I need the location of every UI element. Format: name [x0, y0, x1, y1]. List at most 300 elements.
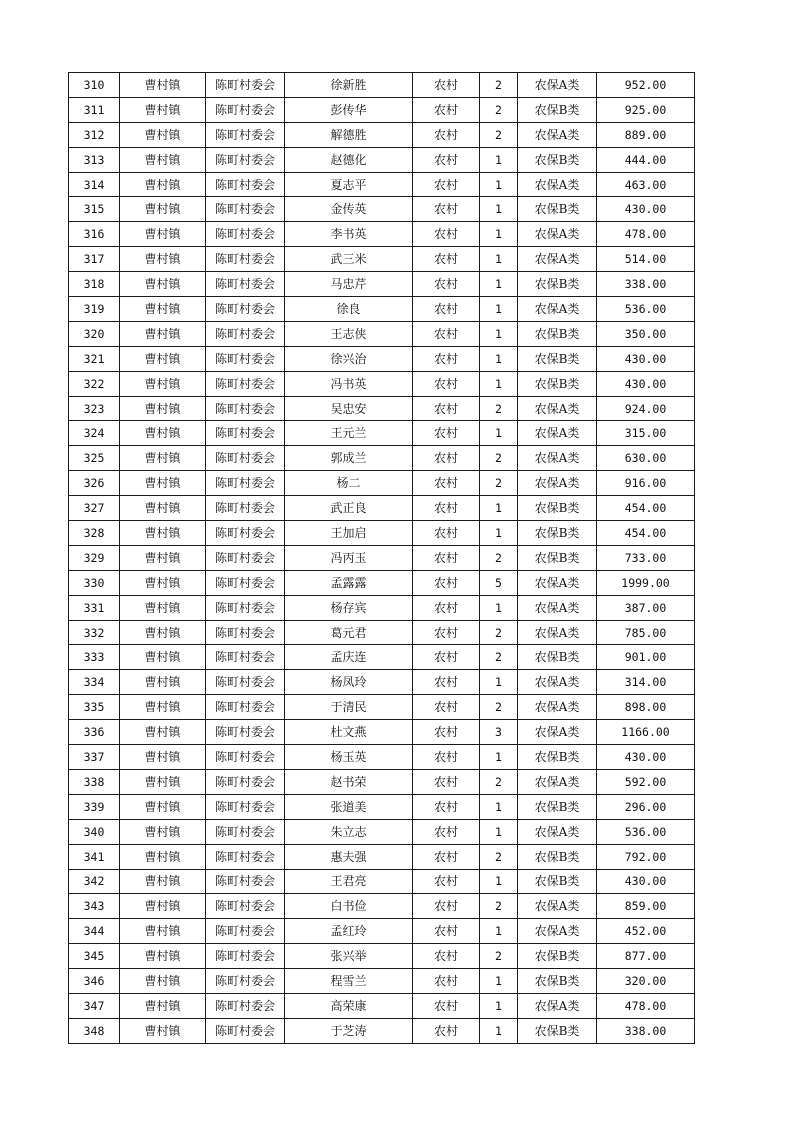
- table-row: [69, 172, 695, 197]
- village-committee-cell: 陈町村委会: [206, 919, 285, 944]
- area-type-cell: 农村: [413, 197, 480, 222]
- town-cell: 曹村镇: [120, 197, 206, 222]
- row-number-cell: 345: [69, 944, 120, 969]
- name-cell: 徐新胜: [285, 73, 413, 98]
- town-cell: 曹村镇: [120, 346, 206, 371]
- area-type-cell: 农村: [413, 421, 480, 446]
- amount-cell: 338.00: [597, 1018, 695, 1043]
- name-cell: 王加启: [285, 521, 413, 546]
- household-size-cell: 1: [480, 521, 518, 546]
- village-committee-cell: 陈町村委会: [206, 222, 285, 247]
- amount-cell: 338.00: [597, 272, 695, 297]
- insurance-category-cell: 农保B类: [518, 969, 597, 994]
- household-size-cell: 3: [480, 720, 518, 745]
- row-number-cell: 340: [69, 819, 120, 844]
- name-cell: 张兴举: [285, 944, 413, 969]
- row-number-cell: 332: [69, 620, 120, 645]
- name-cell: 武三米: [285, 247, 413, 272]
- amount-cell: 889.00: [597, 122, 695, 147]
- amount-cell: 315.00: [597, 421, 695, 446]
- village-committee-cell: 陈町村委会: [206, 147, 285, 172]
- amount-cell: 444.00: [597, 147, 695, 172]
- name-cell: 武正良: [285, 496, 413, 521]
- town-cell: 曹村镇: [120, 371, 206, 396]
- insurance-category-cell: 农保A类: [518, 769, 597, 794]
- insurance-category-cell: 农保A类: [518, 73, 597, 98]
- name-cell: 夏志平: [285, 172, 413, 197]
- town-cell: 曹村镇: [120, 819, 206, 844]
- row-number-cell: 315: [69, 197, 120, 222]
- row-number-cell: 342: [69, 869, 120, 894]
- area-type-cell: 农村: [413, 446, 480, 471]
- table-row: [69, 769, 695, 794]
- area-type-cell: 农村: [413, 346, 480, 371]
- amount-cell: 454.00: [597, 496, 695, 521]
- village-committee-cell: 陈町村委会: [206, 297, 285, 322]
- amount-cell: 430.00: [597, 745, 695, 770]
- town-cell: 曹村镇: [120, 222, 206, 247]
- area-type-cell: 农村: [413, 396, 480, 421]
- name-cell: 冯书英: [285, 371, 413, 396]
- row-number-cell: 310: [69, 73, 120, 98]
- area-type-cell: 农村: [413, 1018, 480, 1043]
- household-size-cell: 2: [480, 545, 518, 570]
- row-number-cell: 321: [69, 346, 120, 371]
- name-cell: 朱立志: [285, 819, 413, 844]
- name-cell: 惠夫强: [285, 844, 413, 869]
- name-cell: 杨存宾: [285, 595, 413, 620]
- village-committee-cell: 陈町村委会: [206, 1018, 285, 1043]
- name-cell: 吴忠安: [285, 396, 413, 421]
- amount-cell: 925.00: [597, 97, 695, 122]
- table-row: [69, 297, 695, 322]
- insurance-category-cell: 农保B类: [518, 521, 597, 546]
- table-row: [69, 421, 695, 446]
- table-row: [69, 645, 695, 670]
- name-cell: 解德胜: [285, 122, 413, 147]
- row-number-cell: 325: [69, 446, 120, 471]
- amount-cell: 877.00: [597, 944, 695, 969]
- area-type-cell: 农村: [413, 969, 480, 994]
- insurance-category-cell: 农保A类: [518, 297, 597, 322]
- village-committee-cell: 陈町村委会: [206, 197, 285, 222]
- village-committee-cell: 陈町村委会: [206, 695, 285, 720]
- village-committee-cell: 陈町村委会: [206, 745, 285, 770]
- town-cell: 曹村镇: [120, 297, 206, 322]
- table-row: [69, 670, 695, 695]
- name-cell: 杨玉英: [285, 745, 413, 770]
- name-cell: 彭传华: [285, 97, 413, 122]
- name-cell: 金传英: [285, 197, 413, 222]
- area-type-cell: 农村: [413, 545, 480, 570]
- insurance-category-cell: 农保A类: [518, 471, 597, 496]
- town-cell: 曹村镇: [120, 645, 206, 670]
- amount-cell: 454.00: [597, 521, 695, 546]
- row-number-cell: 328: [69, 521, 120, 546]
- insurance-category-cell: 农保B类: [518, 197, 597, 222]
- area-type-cell: 农村: [413, 496, 480, 521]
- table-row: [69, 346, 695, 371]
- village-committee-cell: 陈町村委会: [206, 172, 285, 197]
- town-cell: 曹村镇: [120, 1018, 206, 1043]
- table-row: [69, 197, 695, 222]
- row-number-cell: 314: [69, 172, 120, 197]
- town-cell: 曹村镇: [120, 894, 206, 919]
- village-committee-cell: 陈町村委会: [206, 321, 285, 346]
- village-committee-cell: 陈町村委会: [206, 620, 285, 645]
- table-row: [69, 695, 695, 720]
- table-row: [69, 247, 695, 272]
- name-cell: 赵德化: [285, 147, 413, 172]
- name-cell: 赵书荣: [285, 769, 413, 794]
- village-committee-cell: 陈町村委会: [206, 720, 285, 745]
- area-type-cell: 农村: [413, 919, 480, 944]
- area-type-cell: 农村: [413, 944, 480, 969]
- household-size-cell: 2: [480, 97, 518, 122]
- table-row: [69, 944, 695, 969]
- table-row: [69, 396, 695, 421]
- household-size-cell: 2: [480, 471, 518, 496]
- row-number-cell: 337: [69, 745, 120, 770]
- village-committee-cell: 陈町村委会: [206, 346, 285, 371]
- row-number-cell: 320: [69, 321, 120, 346]
- row-number-cell: 336: [69, 720, 120, 745]
- household-size-cell: 1: [480, 222, 518, 247]
- town-cell: 曹村镇: [120, 471, 206, 496]
- household-size-cell: 2: [480, 645, 518, 670]
- amount-cell: 785.00: [597, 620, 695, 645]
- row-number-cell: 346: [69, 969, 120, 994]
- town-cell: 曹村镇: [120, 720, 206, 745]
- amount-cell: 916.00: [597, 471, 695, 496]
- village-committee-cell: 陈町村委会: [206, 97, 285, 122]
- row-number-cell: 319: [69, 297, 120, 322]
- village-committee-cell: 陈町村委会: [206, 570, 285, 595]
- name-cell: 徐兴治: [285, 346, 413, 371]
- village-committee-cell: 陈町村委会: [206, 496, 285, 521]
- insurance-category-cell: 农保B类: [518, 496, 597, 521]
- row-number-cell: 317: [69, 247, 120, 272]
- household-size-cell: 1: [480, 371, 518, 396]
- amount-cell: 536.00: [597, 819, 695, 844]
- area-type-cell: 农村: [413, 147, 480, 172]
- household-size-cell: 1: [480, 297, 518, 322]
- area-type-cell: 农村: [413, 521, 480, 546]
- household-size-cell: 1: [480, 819, 518, 844]
- town-cell: 曹村镇: [120, 147, 206, 172]
- household-size-cell: 1: [480, 421, 518, 446]
- row-number-cell: 316: [69, 222, 120, 247]
- name-cell: 郭成兰: [285, 446, 413, 471]
- town-cell: 曹村镇: [120, 993, 206, 1018]
- row-number-cell: 347: [69, 993, 120, 1018]
- town-cell: 曹村镇: [120, 421, 206, 446]
- table-row: [69, 969, 695, 994]
- area-type-cell: 农村: [413, 869, 480, 894]
- household-size-cell: 1: [480, 321, 518, 346]
- village-committee-cell: 陈町村委会: [206, 869, 285, 894]
- village-committee-cell: 陈町村委会: [206, 396, 285, 421]
- amount-cell: 859.00: [597, 894, 695, 919]
- area-type-cell: 农村: [413, 73, 480, 98]
- area-type-cell: 农村: [413, 745, 480, 770]
- area-type-cell: 农村: [413, 172, 480, 197]
- roster-body: [69, 73, 695, 1044]
- table-row: [69, 570, 695, 595]
- area-type-cell: 农村: [413, 819, 480, 844]
- row-number-cell: 335: [69, 695, 120, 720]
- village-committee-cell: 陈町村委会: [206, 645, 285, 670]
- table-row: [69, 819, 695, 844]
- amount-cell: 792.00: [597, 844, 695, 869]
- row-number-cell: 311: [69, 97, 120, 122]
- insurance-category-cell: 农保B类: [518, 545, 597, 570]
- area-type-cell: 农村: [413, 97, 480, 122]
- insurance-category-cell: 农保A类: [518, 421, 597, 446]
- table-row: [69, 794, 695, 819]
- amount-cell: 387.00: [597, 595, 695, 620]
- amount-cell: 430.00: [597, 346, 695, 371]
- table-row: [69, 147, 695, 172]
- amount-cell: 924.00: [597, 396, 695, 421]
- area-type-cell: 农村: [413, 894, 480, 919]
- table-row: [69, 720, 695, 745]
- area-type-cell: 农村: [413, 595, 480, 620]
- household-size-cell: 1: [480, 1018, 518, 1043]
- town-cell: 曹村镇: [120, 272, 206, 297]
- name-cell: 徐良: [285, 297, 413, 322]
- area-type-cell: 农村: [413, 769, 480, 794]
- town-cell: 曹村镇: [120, 869, 206, 894]
- insurance-category-cell: 农保B类: [518, 321, 597, 346]
- amount-cell: 452.00: [597, 919, 695, 944]
- table-row: [69, 321, 695, 346]
- table-row: [69, 1018, 695, 1043]
- household-size-cell: 1: [480, 919, 518, 944]
- row-number-cell: 341: [69, 844, 120, 869]
- row-number-cell: 343: [69, 894, 120, 919]
- insurance-category-cell: 农保B类: [518, 1018, 597, 1043]
- insurance-category-cell: 农保B类: [518, 371, 597, 396]
- row-number-cell: 313: [69, 147, 120, 172]
- insurance-category-cell: 农保B类: [518, 97, 597, 122]
- amount-cell: 430.00: [597, 371, 695, 396]
- town-cell: 曹村镇: [120, 521, 206, 546]
- town-cell: 曹村镇: [120, 446, 206, 471]
- village-committee-cell: 陈町村委会: [206, 993, 285, 1018]
- amount-cell: 296.00: [597, 794, 695, 819]
- village-committee-cell: 陈町村委会: [206, 944, 285, 969]
- household-size-cell: 2: [480, 769, 518, 794]
- town-cell: 曹村镇: [120, 944, 206, 969]
- area-type-cell: 农村: [413, 321, 480, 346]
- area-type-cell: 农村: [413, 720, 480, 745]
- insurance-category-cell: 农保A类: [518, 720, 597, 745]
- town-cell: 曹村镇: [120, 545, 206, 570]
- amount-cell: 898.00: [597, 695, 695, 720]
- table-row: [69, 869, 695, 894]
- household-size-cell: 1: [480, 346, 518, 371]
- insurance-category-cell: 农保A类: [518, 122, 597, 147]
- town-cell: 曹村镇: [120, 73, 206, 98]
- name-cell: 杜文燕: [285, 720, 413, 745]
- area-type-cell: 农村: [413, 371, 480, 396]
- town-cell: 曹村镇: [120, 595, 206, 620]
- town-cell: 曹村镇: [120, 620, 206, 645]
- household-size-cell: 1: [480, 969, 518, 994]
- amount-cell: 1166.00: [597, 720, 695, 745]
- area-type-cell: 农村: [413, 645, 480, 670]
- village-committee-cell: 陈町村委会: [206, 371, 285, 396]
- name-cell: 孟红玲: [285, 919, 413, 944]
- table-row: [69, 545, 695, 570]
- amount-cell: 901.00: [597, 645, 695, 670]
- town-cell: 曹村镇: [120, 745, 206, 770]
- row-number-cell: 334: [69, 670, 120, 695]
- household-size-cell: 2: [480, 894, 518, 919]
- insurance-category-cell: 农保A类: [518, 894, 597, 919]
- table-row: [69, 844, 695, 869]
- table-row: [69, 993, 695, 1018]
- village-committee-cell: 陈町村委会: [206, 446, 285, 471]
- name-cell: 杨二: [285, 471, 413, 496]
- village-committee-cell: 陈町村委会: [206, 894, 285, 919]
- insurance-category-cell: 农保A类: [518, 919, 597, 944]
- table-row: [69, 521, 695, 546]
- amount-cell: 592.00: [597, 769, 695, 794]
- insurance-category-cell: 农保A类: [518, 620, 597, 645]
- table-row: [69, 446, 695, 471]
- household-size-cell: 1: [480, 595, 518, 620]
- town-cell: 曹村镇: [120, 321, 206, 346]
- insurance-category-cell: 农保B类: [518, 645, 597, 670]
- amount-cell: 630.00: [597, 446, 695, 471]
- row-number-cell: 338: [69, 769, 120, 794]
- area-type-cell: 农村: [413, 222, 480, 247]
- town-cell: 曹村镇: [120, 794, 206, 819]
- area-type-cell: 农村: [413, 247, 480, 272]
- amount-cell: 314.00: [597, 670, 695, 695]
- table-row: [69, 595, 695, 620]
- table-row: [69, 272, 695, 297]
- row-number-cell: 348: [69, 1018, 120, 1043]
- name-cell: 王君亮: [285, 869, 413, 894]
- area-type-cell: 农村: [413, 993, 480, 1018]
- town-cell: 曹村镇: [120, 969, 206, 994]
- insurance-category-cell: 农保B类: [518, 944, 597, 969]
- row-number-cell: 322: [69, 371, 120, 396]
- town-cell: 曹村镇: [120, 570, 206, 595]
- name-cell: 冯丙玉: [285, 545, 413, 570]
- town-cell: 曹村镇: [120, 172, 206, 197]
- row-number-cell: 323: [69, 396, 120, 421]
- town-cell: 曹村镇: [120, 769, 206, 794]
- insurance-category-cell: 农保A类: [518, 247, 597, 272]
- name-cell: 孟庆连: [285, 645, 413, 670]
- household-size-cell: 2: [480, 73, 518, 98]
- area-type-cell: 农村: [413, 620, 480, 645]
- town-cell: 曹村镇: [120, 396, 206, 421]
- town-cell: 曹村镇: [120, 670, 206, 695]
- village-committee-cell: 陈町村委会: [206, 844, 285, 869]
- amount-cell: 1999.00: [597, 570, 695, 595]
- village-committee-cell: 陈町村委会: [206, 471, 285, 496]
- village-committee-cell: 陈町村委会: [206, 272, 285, 297]
- amount-cell: 350.00: [597, 321, 695, 346]
- table-row: [69, 745, 695, 770]
- amount-cell: 478.00: [597, 993, 695, 1018]
- insurance-category-cell: 农保A类: [518, 670, 597, 695]
- town-cell: 曹村镇: [120, 496, 206, 521]
- amount-cell: 478.00: [597, 222, 695, 247]
- village-committee-cell: 陈町村委会: [206, 545, 285, 570]
- document-sheet: [68, 72, 695, 1044]
- insurance-category-cell: 农保B类: [518, 794, 597, 819]
- name-cell: 李书英: [285, 222, 413, 247]
- row-number-cell: 333: [69, 645, 120, 670]
- household-size-cell: 2: [480, 620, 518, 645]
- name-cell: 程雪兰: [285, 969, 413, 994]
- town-cell: 曹村镇: [120, 695, 206, 720]
- amount-cell: 430.00: [597, 197, 695, 222]
- household-size-cell: 2: [480, 944, 518, 969]
- row-number-cell: 330: [69, 570, 120, 595]
- household-size-cell: 2: [480, 844, 518, 869]
- area-type-cell: 农村: [413, 695, 480, 720]
- insurance-category-cell: 农保B类: [518, 346, 597, 371]
- town-cell: 曹村镇: [120, 844, 206, 869]
- row-number-cell: 327: [69, 496, 120, 521]
- village-committee-cell: 陈町村委会: [206, 122, 285, 147]
- household-size-cell: 2: [480, 396, 518, 421]
- table-row: [69, 919, 695, 944]
- area-type-cell: 农村: [413, 272, 480, 297]
- row-number-cell: 326: [69, 471, 120, 496]
- insurance-category-cell: 农保B类: [518, 745, 597, 770]
- table-row: [69, 620, 695, 645]
- table-row: [69, 894, 695, 919]
- household-size-cell: 2: [480, 122, 518, 147]
- area-type-cell: 农村: [413, 794, 480, 819]
- table-row: [69, 73, 695, 98]
- insurance-category-cell: 农保A类: [518, 172, 597, 197]
- area-type-cell: 农村: [413, 670, 480, 695]
- name-cell: 于清民: [285, 695, 413, 720]
- town-cell: 曹村镇: [120, 247, 206, 272]
- insurance-category-cell: 农保A类: [518, 222, 597, 247]
- table-row: [69, 122, 695, 147]
- village-committee-cell: 陈町村委会: [206, 247, 285, 272]
- amount-cell: 733.00: [597, 545, 695, 570]
- household-size-cell: 1: [480, 869, 518, 894]
- name-cell: 孟露露: [285, 570, 413, 595]
- village-committee-cell: 陈町村委会: [206, 769, 285, 794]
- row-number-cell: 324: [69, 421, 120, 446]
- household-size-cell: 2: [480, 695, 518, 720]
- insurance-category-cell: 农保A类: [518, 695, 597, 720]
- household-size-cell: 1: [480, 794, 518, 819]
- roster-table: [68, 72, 695, 1044]
- household-size-cell: 1: [480, 147, 518, 172]
- area-type-cell: 农村: [413, 471, 480, 496]
- table-row: [69, 222, 695, 247]
- amount-cell: 320.00: [597, 969, 695, 994]
- household-size-cell: 1: [480, 172, 518, 197]
- insurance-category-cell: 农保A类: [518, 993, 597, 1018]
- household-size-cell: 1: [480, 745, 518, 770]
- insurance-category-cell: 农保A类: [518, 819, 597, 844]
- area-type-cell: 农村: [413, 297, 480, 322]
